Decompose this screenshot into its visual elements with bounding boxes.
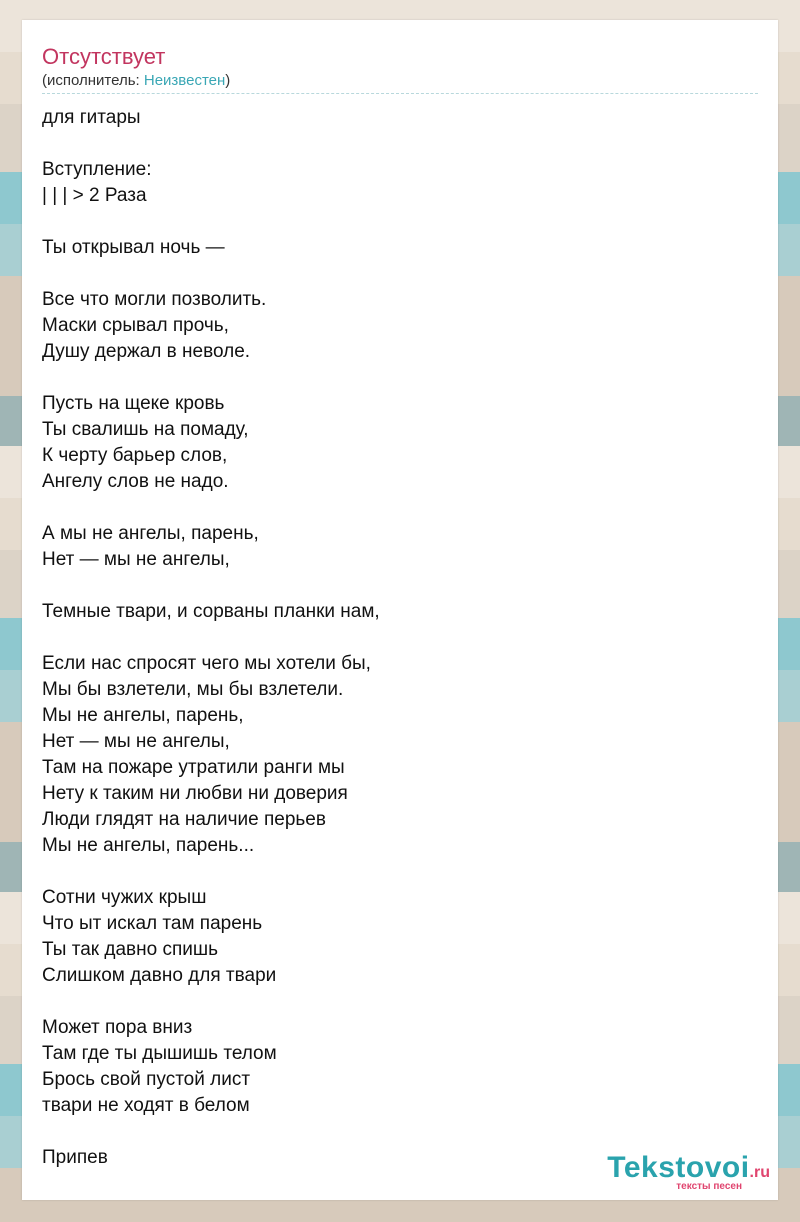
lyrics-text [42, 105, 380, 1171]
artist-line [42, 72, 230, 89]
lyric-line: Припев [42, 1147, 108, 1168]
lyric-line: Темные твари, и сорваны планки нам, [42, 601, 380, 622]
lyric-line: твари не ходят в белом [42, 1095, 250, 1116]
site-logo[interactable] [607, 1153, 770, 1192]
title-divider [42, 93, 758, 94]
lyric-line: Нет — мы не ангелы, [42, 549, 230, 570]
lyric-line: К черту барьер слов, [42, 445, 228, 466]
lyric-line: Что ыт искал там парень [42, 913, 263, 934]
artist-prefix: (исполнитель: [42, 72, 144, 89]
logo-wordmark [607, 1153, 770, 1183]
lyric-line: Нету к таким ни любви ни доверия [42, 783, 348, 804]
lyric-line: для гитары [42, 107, 141, 128]
lyric-line: А мы не ангелы, парень, [42, 523, 259, 544]
lyric-line: Все что могли позволить. [42, 289, 267, 310]
lyric-line [42, 1119, 380, 1145]
lyric-line: Мы не ангелы, парень... [42, 835, 255, 856]
logo-main-text: Tekstovoi [607, 1151, 750, 1184]
lyric-line [42, 989, 380, 1015]
logo-tagline: тексты песен [676, 1181, 742, 1192]
lyric-line: Сотни чужих крыш [42, 887, 207, 908]
lyrics-card [22, 20, 778, 1200]
lyric-line: Если нас спросят чего мы хотели бы, [42, 653, 371, 674]
lyric-line: Вступление: [42, 159, 152, 180]
lyric-line: Может пора вниз [42, 1017, 193, 1038]
lyric-line: Ты открывал ночь — [42, 237, 225, 258]
lyric-line: Ангелу слов не надо. [42, 471, 229, 492]
song-title: Отсутствует [42, 44, 166, 69]
lyric-line [42, 625, 380, 651]
lyric-line [42, 261, 380, 287]
lyric-line: Ты так давно спишь [42, 939, 218, 960]
lyric-line: Там на пожаре утратили ранги мы [42, 757, 345, 778]
lyric-line [42, 209, 380, 235]
lyric-line [42, 365, 380, 391]
logo-domain: .ru [749, 1164, 770, 1181]
lyric-line: | | | > 2 Раза [42, 185, 147, 206]
lyric-line: Люди глядят на наличие перьев [42, 809, 326, 830]
lyric-line: Ты свалишь на помаду, [42, 419, 249, 440]
lyric-line [42, 131, 380, 157]
lyric-line [42, 495, 380, 521]
artist-suffix: ) [225, 72, 231, 89]
lyric-line: Брось свой пустой лист [42, 1069, 251, 1090]
lyric-line: Слишком давно для твари [42, 965, 277, 986]
lyric-line: Душу держал в неволе. [42, 341, 251, 362]
lyric-line: Пусть на щеке кровь [42, 393, 225, 414]
lyric-line [42, 573, 380, 599]
artist-link[interactable]: Неизвестен [143, 72, 226, 89]
lyric-line [42, 859, 380, 885]
lyric-line: Мы не ангелы, парень, [42, 705, 244, 726]
lyric-line: Нет — мы не ангелы, [42, 731, 230, 752]
lyric-line: Маски срывал прочь, [42, 315, 229, 336]
lyric-line: Там где ты дышишь телом [42, 1043, 277, 1064]
lyric-line: Мы бы взлетели, мы бы взлетели. [42, 679, 344, 700]
